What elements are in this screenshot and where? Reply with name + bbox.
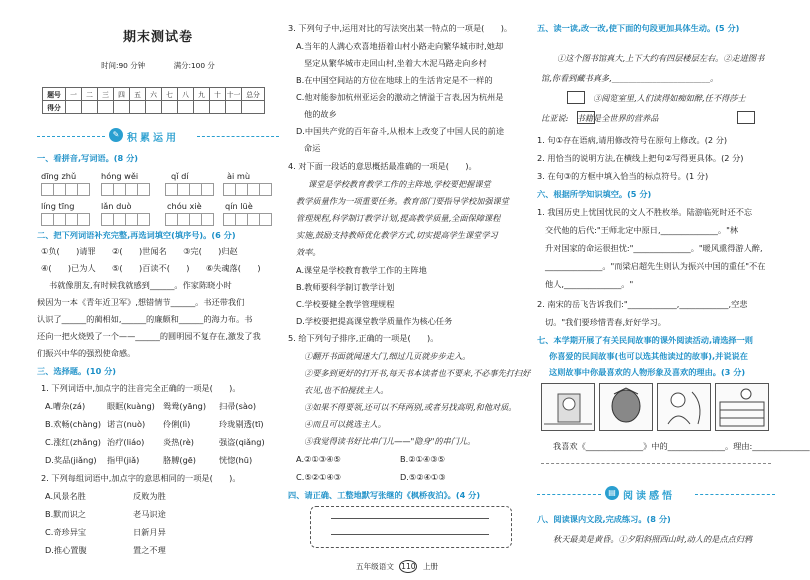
pinyin-word: qǐ dí [171,171,189,181]
score-cell[interactable] [114,101,130,114]
option-text: 置之不理 [133,545,166,555]
score-head-cell: 二 [82,88,98,101]
score-cell[interactable] [226,101,242,114]
banner-divider [37,136,105,137]
score-head-cell: 十 [210,88,226,101]
score-table [42,87,265,114]
story-illustration [541,383,595,431]
passage-line: 候因为一本《青年近卫军》,想错情节______。书还带我们 [37,297,245,307]
option-text: 老马识途 [133,509,166,519]
option-text[interactable]: D.推心置腹 [45,545,87,555]
score-label: 满分:100 分 [173,61,215,70]
section-heading: 六、根据所学知识填空。(5 分) [537,189,652,199]
sentence-line: 衣见,也不怕搅扰主人。 [304,385,389,395]
time-label: 时间:90 分钟 [101,61,145,70]
score-head-cell: 九 [194,88,210,101]
option-text: 炎热(rè) [163,437,194,447]
passage-line: ③阅览室里,人们读得如痴如醉,任不得莎士 [593,93,746,103]
option-text[interactable]: B.默而识之 [45,509,86,519]
score-cell[interactable] [82,101,98,114]
score-cell[interactable] [242,101,265,114]
option-text[interactable]: B.在中国空间站的方位在地球上的生活肯定是不一样的 [296,75,493,85]
passage-line: 管理规程,科学制订教学计划,提高教学质量,全面保障课程 [296,213,501,223]
question-text: 4. 对下面一段话的意思概括最准确的一项是( )。 [288,161,477,171]
score-head-cell: 四 [114,88,130,101]
score-cell[interactable] [130,101,146,114]
answer-boxes[interactable] [101,183,150,196]
option-text: 日新月异 [133,527,166,537]
fill-line: ______________。"而梁启超先生则认为振兴中国的重任"不在 [545,261,766,271]
fill-line: 交代他的后代:"王师北定中原日,______________。"林 [545,225,739,235]
option-text: 诺言(nuò) [107,419,146,429]
fill-line: 升对国家的命运很担忧:"______________。"暖风熏得游人醉, [545,243,763,253]
option-text: 玲珑剔透(tī) [219,419,264,429]
option-text[interactable]: B.教师要科学制订教学计划 [296,282,395,292]
option-text: 他的故乡 [304,109,337,119]
column-2 [288,0,531,572]
passage-line: 还向一把火烧毁了一个——______的圆明园不复存在,激发了我 [37,331,261,341]
section-heading: 一、看拼音,写词语。(8 分) [37,153,139,163]
sub-question: 3. 在句③的方框中填入恰当的标点符号。(1 分) [537,171,709,181]
score-cell[interactable] [98,101,114,114]
option-text: 坚定从繁华城市走回山村,坐着大木泥马路走向乡村 [304,58,487,68]
pinyin-word: ài mù [227,171,251,181]
score-cell[interactable] [178,101,194,114]
option-text[interactable]: D.奖品(jiǎng) [45,455,97,465]
option-text: 强盗(qiǎng) [219,437,265,447]
passage-line: 实施,鼓励支持教师优化教学方式,切实提高学生课堂学习 [296,230,498,240]
section-heading: 你喜爱的民间故事(也可以选其他读过的故事),并说说在 [549,351,748,361]
option-text: 胳膊(gē) [163,455,196,465]
story-illustration [715,383,769,431]
fill-line: 1. 我国历史上忧国忧民的文人不胜枚举。陆游临死时还不忘 [537,207,753,217]
pinyin-word: hóng wěi [101,171,139,181]
score-cell[interactable] [66,101,82,114]
passage-line: 书就像朋友,有时候我就感到______。作家陈晓小时 [49,280,232,290]
book-icon: ▤ [605,486,619,500]
question-text: 2. 下列每组词语中,加点字的意思相同的一项是( )。 [41,473,241,483]
sentence-line: ②要多到更好的打开书,每天书本读者也不要来,不必事先打扫好 [304,368,531,378]
passage-line: 课堂是学校教育教学工作的主阵地,学校要把握课堂 [308,179,491,189]
section-heading: 五、读一读,改一改,使下面的句段更加具体生动。(5 分) [537,23,740,33]
idiom-line: ④( )已为人 ⑤( )百读不( ) ⑥失魂落( ) [41,263,261,273]
poem-writing-box[interactable] [310,506,512,548]
score-head-cell: 一 [66,88,82,101]
sub-question: 1. 句①存在语病,请用修改符号在原句上修改。(2 分) [537,135,728,145]
punctuation-box[interactable] [567,91,585,104]
score-cell[interactable] [210,101,226,114]
story-illustration-image [542,384,594,430]
option-text: 命运 [304,143,321,153]
writing-line[interactable] [331,518,489,519]
pinyin-word: dīng zhǔ [41,171,77,181]
section-banner [537,486,775,502]
answer-boxes[interactable] [223,213,272,226]
option-text[interactable]: C.学校要健全教学管理规程 [296,299,395,309]
option-text[interactable]: D.⑤②④①③ [400,472,446,482]
story-illustration [657,383,711,431]
option-text: 反败为胜 [133,491,166,501]
score-head-cell: 七 [162,88,178,101]
option-text[interactable]: D.学校要把提高课堂教学质量作为核心任务 [296,316,453,326]
option-text[interactable]: C.他对能参加杭州亚运会的激动之情溢于言表,因为杭州是 [296,92,504,102]
score-table-head-row [43,88,265,101]
score-cell[interactable] [162,101,178,114]
writing-line[interactable] [331,534,489,535]
option-text: 眼眶(kuàng) [107,401,155,411]
passage-line: ①这个图书馆真大,上下大约有四层楼层左右。②走进图书 [557,53,765,63]
option-text: 鸳鸯(yāng) [163,401,207,411]
option-text: 治疗(liáo) [107,437,145,447]
score-head-cell: 五 [130,88,146,101]
option-text[interactable]: A.嘈杂(zá) [45,401,86,411]
passage-line: 认识了______的蔺相如,______的廉颇和______的海力布。书 [37,314,253,324]
story-illustration-image [716,384,768,430]
section-heading: 四、请正确、工整地默写张继的《枫桥夜泊》。(4 分) [288,490,481,500]
section-banner [37,128,279,144]
answer-boxes[interactable] [41,213,90,226]
idiom-line: ①负( )请罪 ②( )世闻名 ③完( )归赵 [41,246,238,256]
fill-line: 切。"我们要珍惜青春,好好学习。 [545,317,666,327]
sentence-line: ①翻开书面就闻迷大门,细过几页就步步走入。 [304,351,471,361]
score-cell[interactable] [146,101,162,114]
page-number: 110 [401,562,416,571]
option-text[interactable]: A.当年的人满心欢喜地捂着山村小路走向繁华城市时,她却 [296,41,504,51]
option-text[interactable]: B.②①④③⑤ [400,454,445,464]
score-head-cell: 十一 [226,88,242,101]
footer-grade: 五年级语文 [356,562,394,571]
score-head-cell: 题号 [43,88,66,101]
passage-line: 们振兴中华的强烈使命感。 [37,348,136,358]
divider [541,463,771,464]
score-table-row [43,101,265,114]
story-illustration [599,383,653,431]
question-text: 1. 下列词语中,加点字的注音完全正确的一项是( )。 [41,383,241,393]
score-head-cell: 三 [98,88,114,101]
option-text[interactable]: C.⑤②①④③ [296,472,342,482]
score-head-cell: 六 [146,88,162,101]
sentence-line: ③如果不得要领,还可以不拜两别,或者另找高明,和他对质。 [304,402,517,412]
option-text: 恍惚(hū) [219,455,253,465]
sentence-line: ⑤我觉得读书好比串门儿——"隐身"的串门儿。 [304,436,476,446]
score-cell[interactable] [194,101,210,114]
score-row-label: 得分 [43,101,66,114]
option-text[interactable]: C.涨红(zhǎng) [45,437,101,447]
exam-title: 期末测试卷 [122,30,193,45]
passage-line: 馆,你看到藏书真多,________________________。 [541,73,719,83]
banner-divider [695,494,775,495]
punctuation-box[interactable] [577,111,595,124]
option-text[interactable]: A.②①③④⑤ [296,454,341,464]
question-text: 3. 下列句子中,运用对比的写法突出某一特点的一项是( )。 [288,23,513,33]
passage-line: 比亚说: 书籍是全世界的营养品 [541,113,659,123]
banner-title: 阅读感悟 [623,491,675,502]
column-3 [537,0,810,572]
answer-boxes[interactable] [165,213,214,226]
column-1 [37,0,279,572]
section-heading: 三、选择题。(10 分) [37,366,117,376]
footer-term: 上册 [422,562,438,571]
option-text: 指甲(jiǎ) [107,455,140,465]
punctuation-box[interactable] [737,111,755,124]
score-head-cell: 八 [178,88,194,101]
section-heading: 二、把下列词语补充完整,再选词填空(填序号)。(6 分) [37,230,236,240]
pencil-icon: ✎ [109,128,123,142]
answer-boxes[interactable] [41,183,90,196]
passage-line: 效率。 [296,247,321,257]
banner-title: 积累运用 [127,133,179,144]
fill-line: 2. 南宋的岳飞告诉我们:"____________,____________,空悲 [537,299,748,309]
answer-boxes[interactable] [101,213,150,226]
passage-line: 秋天最美是黄昏。①夕阳斜照西山时,动人的是点点归鸦 [553,534,753,544]
sub-question: 2. 用恰当的说明方法,在横线上把句②写得更具体。(2 分) [537,153,744,163]
fill-line: 他人,______________。" [545,279,634,289]
option-text: 伶俐(lì) [163,419,191,429]
option-text[interactable]: C.奇珍异宝 [45,527,87,537]
option-text[interactable]: A.课堂是学校教育教学工作的主阵地 [296,265,427,275]
option-text: 扫帚(sào) [219,401,257,411]
question-text: 5. 给下列句子排序,正确的一项是( )。 [288,333,439,343]
sentence-line: ④而且可以挑选主人。 [304,419,386,429]
section-heading: 这则故事中你最喜欢的人物形象及喜欢的理由。(3 分) [549,367,746,377]
page-footer [0,560,794,573]
section-heading: 七、本学期开展了有关民间故事的课外阅读活动,请选择一则 [537,335,753,345]
option-text[interactable]: B.欢畅(chàng) [45,419,102,429]
answer-boxes[interactable] [223,183,272,196]
banner-divider [197,136,279,137]
story-illustration-image [600,384,652,430]
exam-meta [37,60,279,71]
answer-boxes[interactable] [165,183,214,196]
option-text[interactable]: A.风景名胜 [45,491,86,501]
passage-line: 教学质量作为一项重要任务。教育部门要指导学校加强课堂 [296,196,509,206]
pinyin-word: chóu xiè [167,201,202,211]
pinyin-word: qín lüè [225,201,253,211]
pinyin-word: líng tīng [41,201,75,211]
banner-divider [537,494,601,495]
section-heading: 八、阅读课内文段,完成练习。(8 分) [537,514,671,524]
favorite-story-answer[interactable]: 我喜欢《______________》中的______________。理由:______________ [553,441,810,451]
story-illustration-image [658,384,710,430]
option-text[interactable]: D.中国共产党的百年奋斗,从根本上改变了中国人民的前途 [296,126,505,136]
score-head-cell: 总分 [242,88,265,101]
pinyin-word: lǎn duò [101,201,132,211]
